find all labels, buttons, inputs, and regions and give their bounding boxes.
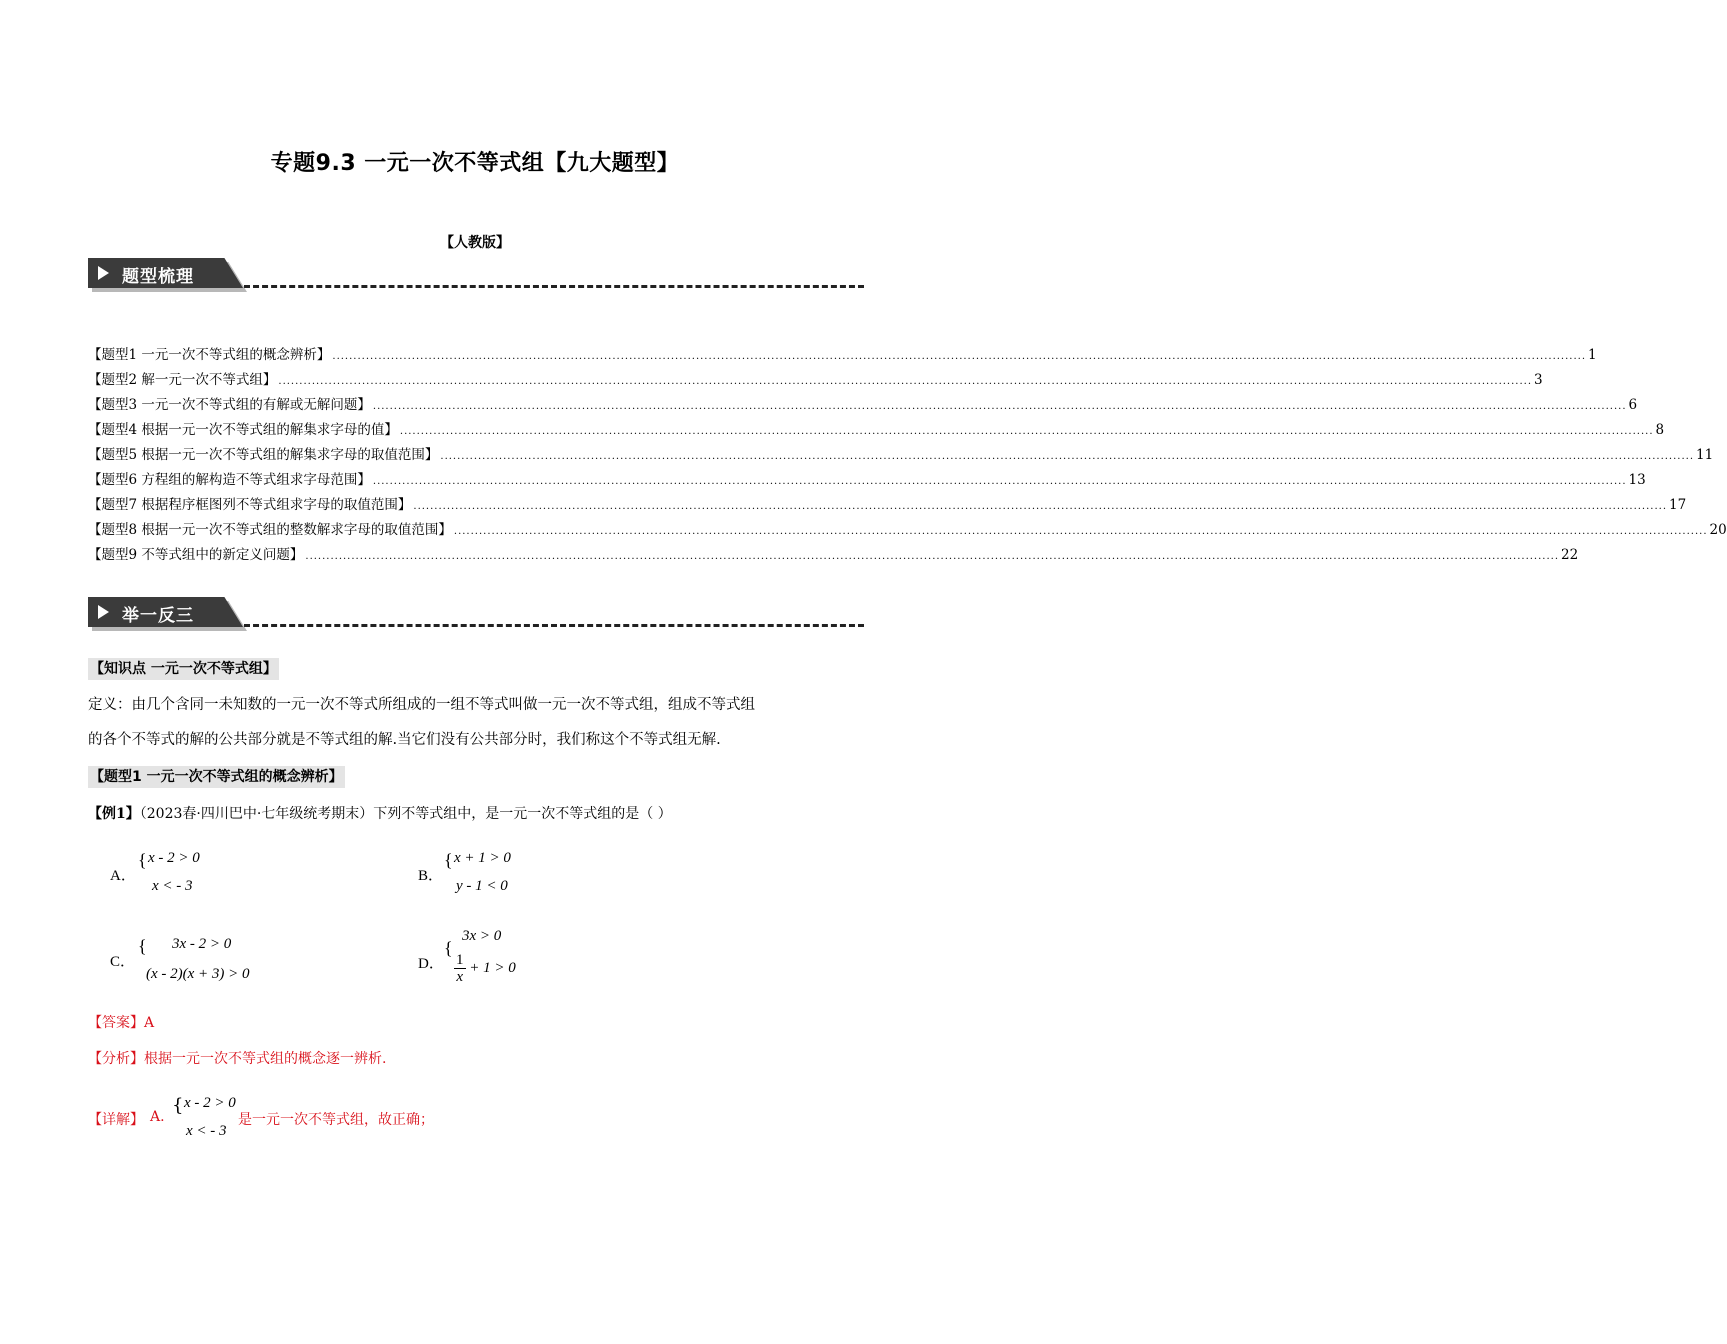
page-title: 专题9.3 一元一次不等式组【九大题型】 [270,151,680,176]
dash-divider [244,624,864,627]
section-banner-overview [88,258,864,294]
toc-entry[interactable] [88,418,1665,443]
toc-entry[interactable] [88,443,1714,468]
toc-entry-label: 【题型2 解一元一次不等式组】 [88,372,277,388]
toc-leader-dots: ............................................................................................................................................................................................................................................................................................................ [332,351,1587,362]
toc-leader-dots: ............................................................................................................................................................................................................................................................................................................ [372,401,1627,412]
answer-label: 【答案】 [88,1015,144,1031]
toc-entry-label: 【题型3 一元一次不等式组的有解或无解问题】 [88,397,371,413]
toc-entry[interactable] [88,468,1646,493]
detail-row: 【详解】 A. { x - 2 > 0 x < - 3 是一元一次不等式组，故正确； [88,1095,434,1139]
toc-page-number: 20 [1709,522,1727,538]
edition-label: 【人教版】 [440,235,510,251]
section-banner-practice [88,597,864,633]
banner-title: 题型梳理 [122,267,194,287]
definition-line-2: 的各个不等式的解的公共部分就是不等式组的解.当它们没有公共部分时，我们称这个不等式组无解. [88,732,721,748]
toc-entry-label: 【题型8 根据一元一次不等式组的整数解求字母的取值范围】 [88,522,452,538]
toc-page-number: 3 [1534,372,1543,388]
example-label: 【例1】 [88,806,140,822]
toc-entry-label: 【题型1 一元一次不等式组的概念辨析】 [88,347,331,363]
toc-leader-dots: ............................................................................................................................................................................................................................................................................................................ [413,501,1668,512]
banner-title: 举一反三 [122,606,194,626]
detail-text: 是一元一次不等式组，故正确； [238,1112,434,1128]
answer-row [88,1012,154,1032]
toc-entry[interactable] [88,343,1597,368]
toc-entry[interactable] [88,493,1687,518]
play-arrow-icon [98,266,109,280]
detail-label: 【详解】 [88,1112,144,1128]
toc-page-number: 13 [1628,472,1646,488]
type1-heading: 【题型1 一元一次不等式组的概念辨析】 [88,766,345,788]
toc-leader-dots: ............................................................................................................................................................................................................................................................................................................ [372,476,1627,487]
toc-leader-dots: ............................................................................................................................................................................................................................................................................................................ [399,426,1654,437]
dash-divider [244,285,864,288]
toc-leader-dots: ............................................................................................................................................................................................................................................................................................................ [305,551,1560,562]
toc-page-number: 6 [1628,397,1638,413]
toc-entry-label: 【题型7 根据程序框图列不等式组求字母的取值范围】 [88,497,412,513]
toc-leader-dots: ............................................................................................................................................................................................................................................................................................................ [278,376,1533,387]
toc-entry-label: 【题型6 方程组的解构造不等式组求字母范围】 [88,472,371,488]
toc-page-number: 17 [1669,497,1687,513]
example-text: （2023春·四川巴中·七年级统考期末）下列不等式组中，是一元一次不等式组的是（ ） [139,806,672,822]
toc-leader-dots: ............................................................................................................................................................................................................................................................................................................ [453,526,1708,537]
play-arrow-icon [98,605,109,619]
toc-entry[interactable] [88,368,1543,393]
analysis-label: 【分析】 [88,1051,144,1067]
toc-page-number: 1 [1588,347,1597,363]
example-1 [88,803,672,823]
analysis-row [88,1048,386,1068]
toc-entry[interactable] [88,543,1579,568]
analysis-text: 根据一元一次不等式组的概念逐一辨析. [144,1051,387,1067]
toc-entry-label: 【题型5 根据一元一次不等式组的解集求字母的取值范围】 [88,447,439,463]
toc-page-number: 8 [1655,422,1665,438]
toc-entry-label: 【题型9 不等式组中的新定义问题】 [88,547,304,563]
answer-value: A [144,1015,155,1031]
table-of-contents [88,343,1727,568]
detail-prefix: A. [150,1109,165,1125]
toc-leader-dots: ............................................................................................................................................................................................................................................................................................................ [440,451,1695,462]
toc-entry[interactable] [88,518,1727,543]
knowledge-heading: 【知识点 一元一次不等式组】 [88,658,279,680]
toc-entry-label: 【题型4 根据一元一次不等式组的解集求字母的值】 [88,422,398,438]
toc-entry[interactable] [88,393,1638,418]
toc-page-number: 22 [1561,547,1579,563]
toc-page-number: 11 [1696,447,1714,463]
definition-line-1: 定义：由几个含同一未知数的一元一次不等式所组成的一组不等式叫做一元一次不等式组，组成不等式组 [88,697,755,713]
